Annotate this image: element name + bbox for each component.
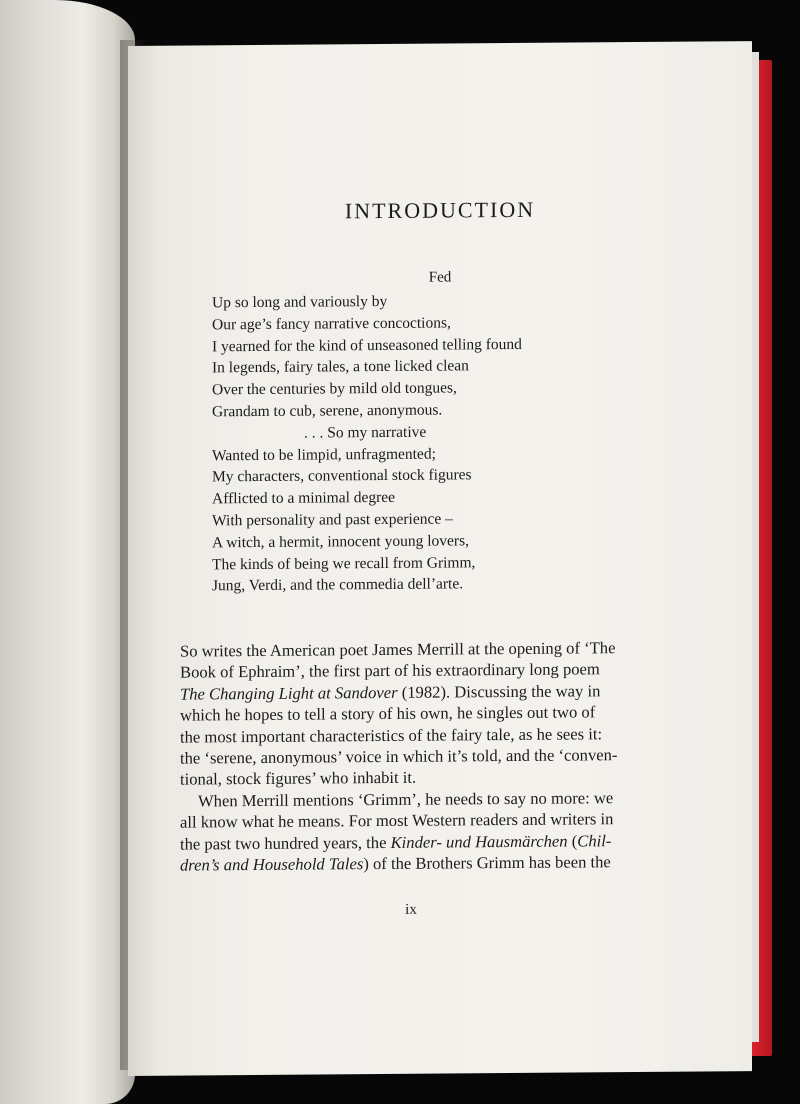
text-run: ( bbox=[567, 831, 578, 851]
poem-line: Up so long and variously by bbox=[212, 292, 388, 312]
english-title-italic: Chil- bbox=[577, 830, 612, 851]
poem-line: A witch, a hermit, innocent young lovers, bbox=[212, 532, 469, 552]
poem bbox=[212, 289, 682, 598]
poem-line: Grandam to cub, serene, anonymous. bbox=[212, 401, 443, 421]
paragraph-1-line: Book of Ephraim’, the first part of his extraordinary long poem bbox=[180, 659, 600, 682]
poem-line: I yearned for the kind of unseasoned telling found bbox=[212, 335, 522, 355]
english-title-italic: dren’s and Household Tales bbox=[180, 854, 364, 875]
paragraph-1-line: So writes the American poet James Merrill at the opening of ‘The bbox=[180, 638, 616, 661]
poem-line: With personality and past experience – bbox=[212, 510, 453, 530]
poem-line: Afflicted to a minimal degree bbox=[212, 489, 396, 508]
poem-line: My characters, conventional stock figures bbox=[212, 466, 472, 486]
text-run: the past two hundred years, the bbox=[180, 832, 391, 854]
german-title-italic: Kinder- und Hausmärchen bbox=[390, 831, 568, 852]
poem-line: Over the centuries by mild old tongues, bbox=[212, 379, 457, 399]
poem-line: . . . So my narrative bbox=[304, 423, 427, 442]
poem-line: In legends, fairy tales, a tone licked clean bbox=[212, 357, 469, 377]
paragraph-2-line: When Merrill mentions ‘Grimm’, he needs to say no more: we bbox=[198, 788, 614, 811]
paragraph-1-line: which he hopes to tell a story of his own, he singles out two of bbox=[180, 702, 596, 725]
paragraph-1-line: the most important characteristics of the fairy tale, as he sees it: bbox=[180, 723, 603, 747]
paragraph-2-line bbox=[180, 851, 642, 876]
poem-line: The kinds of being we recall from Grimm, bbox=[212, 553, 476, 573]
book-title-italic: The Changing Light at Sandover bbox=[180, 682, 398, 704]
right-page bbox=[128, 41, 752, 1076]
poem-line: Our age’s fancy narrative concoctions, bbox=[212, 314, 451, 334]
text-run: (1982). Discussing the way in bbox=[397, 681, 601, 702]
page-content bbox=[180, 42, 700, 918]
page-number: ix bbox=[405, 901, 417, 918]
text-run: ) of the Brothers Grimm has been the bbox=[363, 852, 611, 874]
poem-line: Jung, Verdi, and the commedia dell’arte. bbox=[212, 575, 464, 595]
poem-line: Wanted to be limpid, unfragmented; bbox=[212, 445, 436, 464]
paragraph-1-line: the ‘serene, anonymous’ voice in which it’s told, and the ‘conven- bbox=[180, 745, 618, 768]
left-facing-page bbox=[0, 0, 135, 1104]
paragraph-1-line: tional, stock figures’ who inhabit it. bbox=[180, 768, 417, 790]
chapter-heading: INTRODUCTION bbox=[344, 196, 536, 224]
poem-title: Fed bbox=[428, 269, 452, 286]
paragraph-2-line: all know what he means. For most Western readers and writers in bbox=[180, 809, 614, 832]
body-text bbox=[180, 637, 642, 876]
